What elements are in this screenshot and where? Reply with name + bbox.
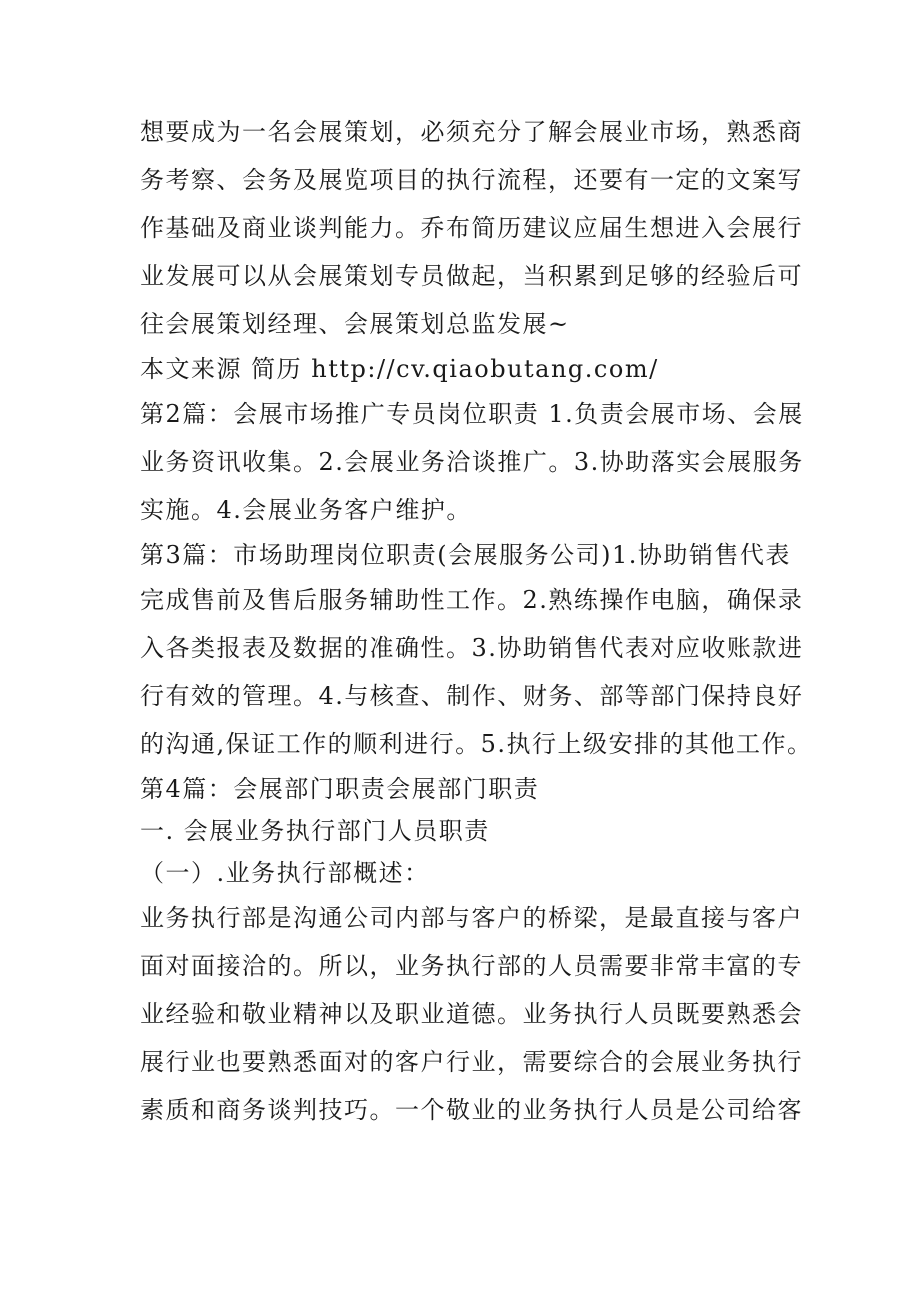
section-4-heading: 第4篇：会展部门职责会展部门职责	[140, 775, 540, 803]
text-line: 业经验和敬业精神以及职业道德。业务执行人员既要熟悉会	[140, 1000, 803, 1028]
text-line: 行有效的管理。4.与核查、制作、财务、部等部门保持良好	[140, 682, 804, 710]
text-line: 务考察、会务及展览项目的执行流程，还要有一定的文案写	[140, 166, 803, 194]
text-line: 业务资讯收集。2.会展业务洽谈推广。3.协助落实会展服务	[140, 448, 804, 476]
text-line: 业务执行部是沟通公司内部与客户的桥梁，是最直接与客户	[140, 904, 803, 932]
text-line: 面对面接洽的。所以，业务执行部的人员需要非常丰富的专	[140, 952, 803, 980]
document-body	[140, 108, 813, 1134]
text-line: 的沟通,保证工作的顺利进行。5.执行上级安排的其他工作。	[140, 730, 813, 758]
text-line: 想要成为一名会展策划，必须充分了解会展业市场，熟悉商	[140, 118, 803, 146]
text-line: 素质和商务谈判技巧。一个敬业的业务执行人员是公司给客	[140, 1096, 803, 1124]
text-line: 往会展策划经理、会展策划总监发展~	[140, 310, 570, 338]
section-3-heading: 第3篇：市场助理岗位职责(会展服务公司)1.协助销售代表	[140, 541, 791, 569]
text-line: 作基础及商业谈判能力。乔布简历建议应届生想进入会展行	[140, 214, 803, 242]
source-line: 本文来源 简历 http://cv.qiaobutang.com/	[140, 355, 659, 383]
text-line: 入各类报表及数据的准确性。3.协助销售代表对应收账款进	[140, 634, 804, 662]
text-line: 完成售前及售后服务辅助性工作。2.熟练操作电脑，确保录	[140, 586, 804, 614]
text-line: 展行业也要熟悉面对的客户行业，需要综合的会展业务执行	[140, 1048, 803, 1076]
section-2-heading: 第2篇：会展市场推广专员岗位职责 1.负责会展市场、会展	[140, 400, 804, 428]
text-line: 实施。4.会展业务客户维护。	[140, 496, 472, 524]
text-line: 业发展可以从会展策划专员做起，当积累到足够的经验后可	[140, 262, 803, 290]
subsection-heading: 一. 会展业务执行部门人员职责	[140, 817, 490, 845]
subsection-heading: （一）.业务执行部概述：	[140, 859, 430, 887]
